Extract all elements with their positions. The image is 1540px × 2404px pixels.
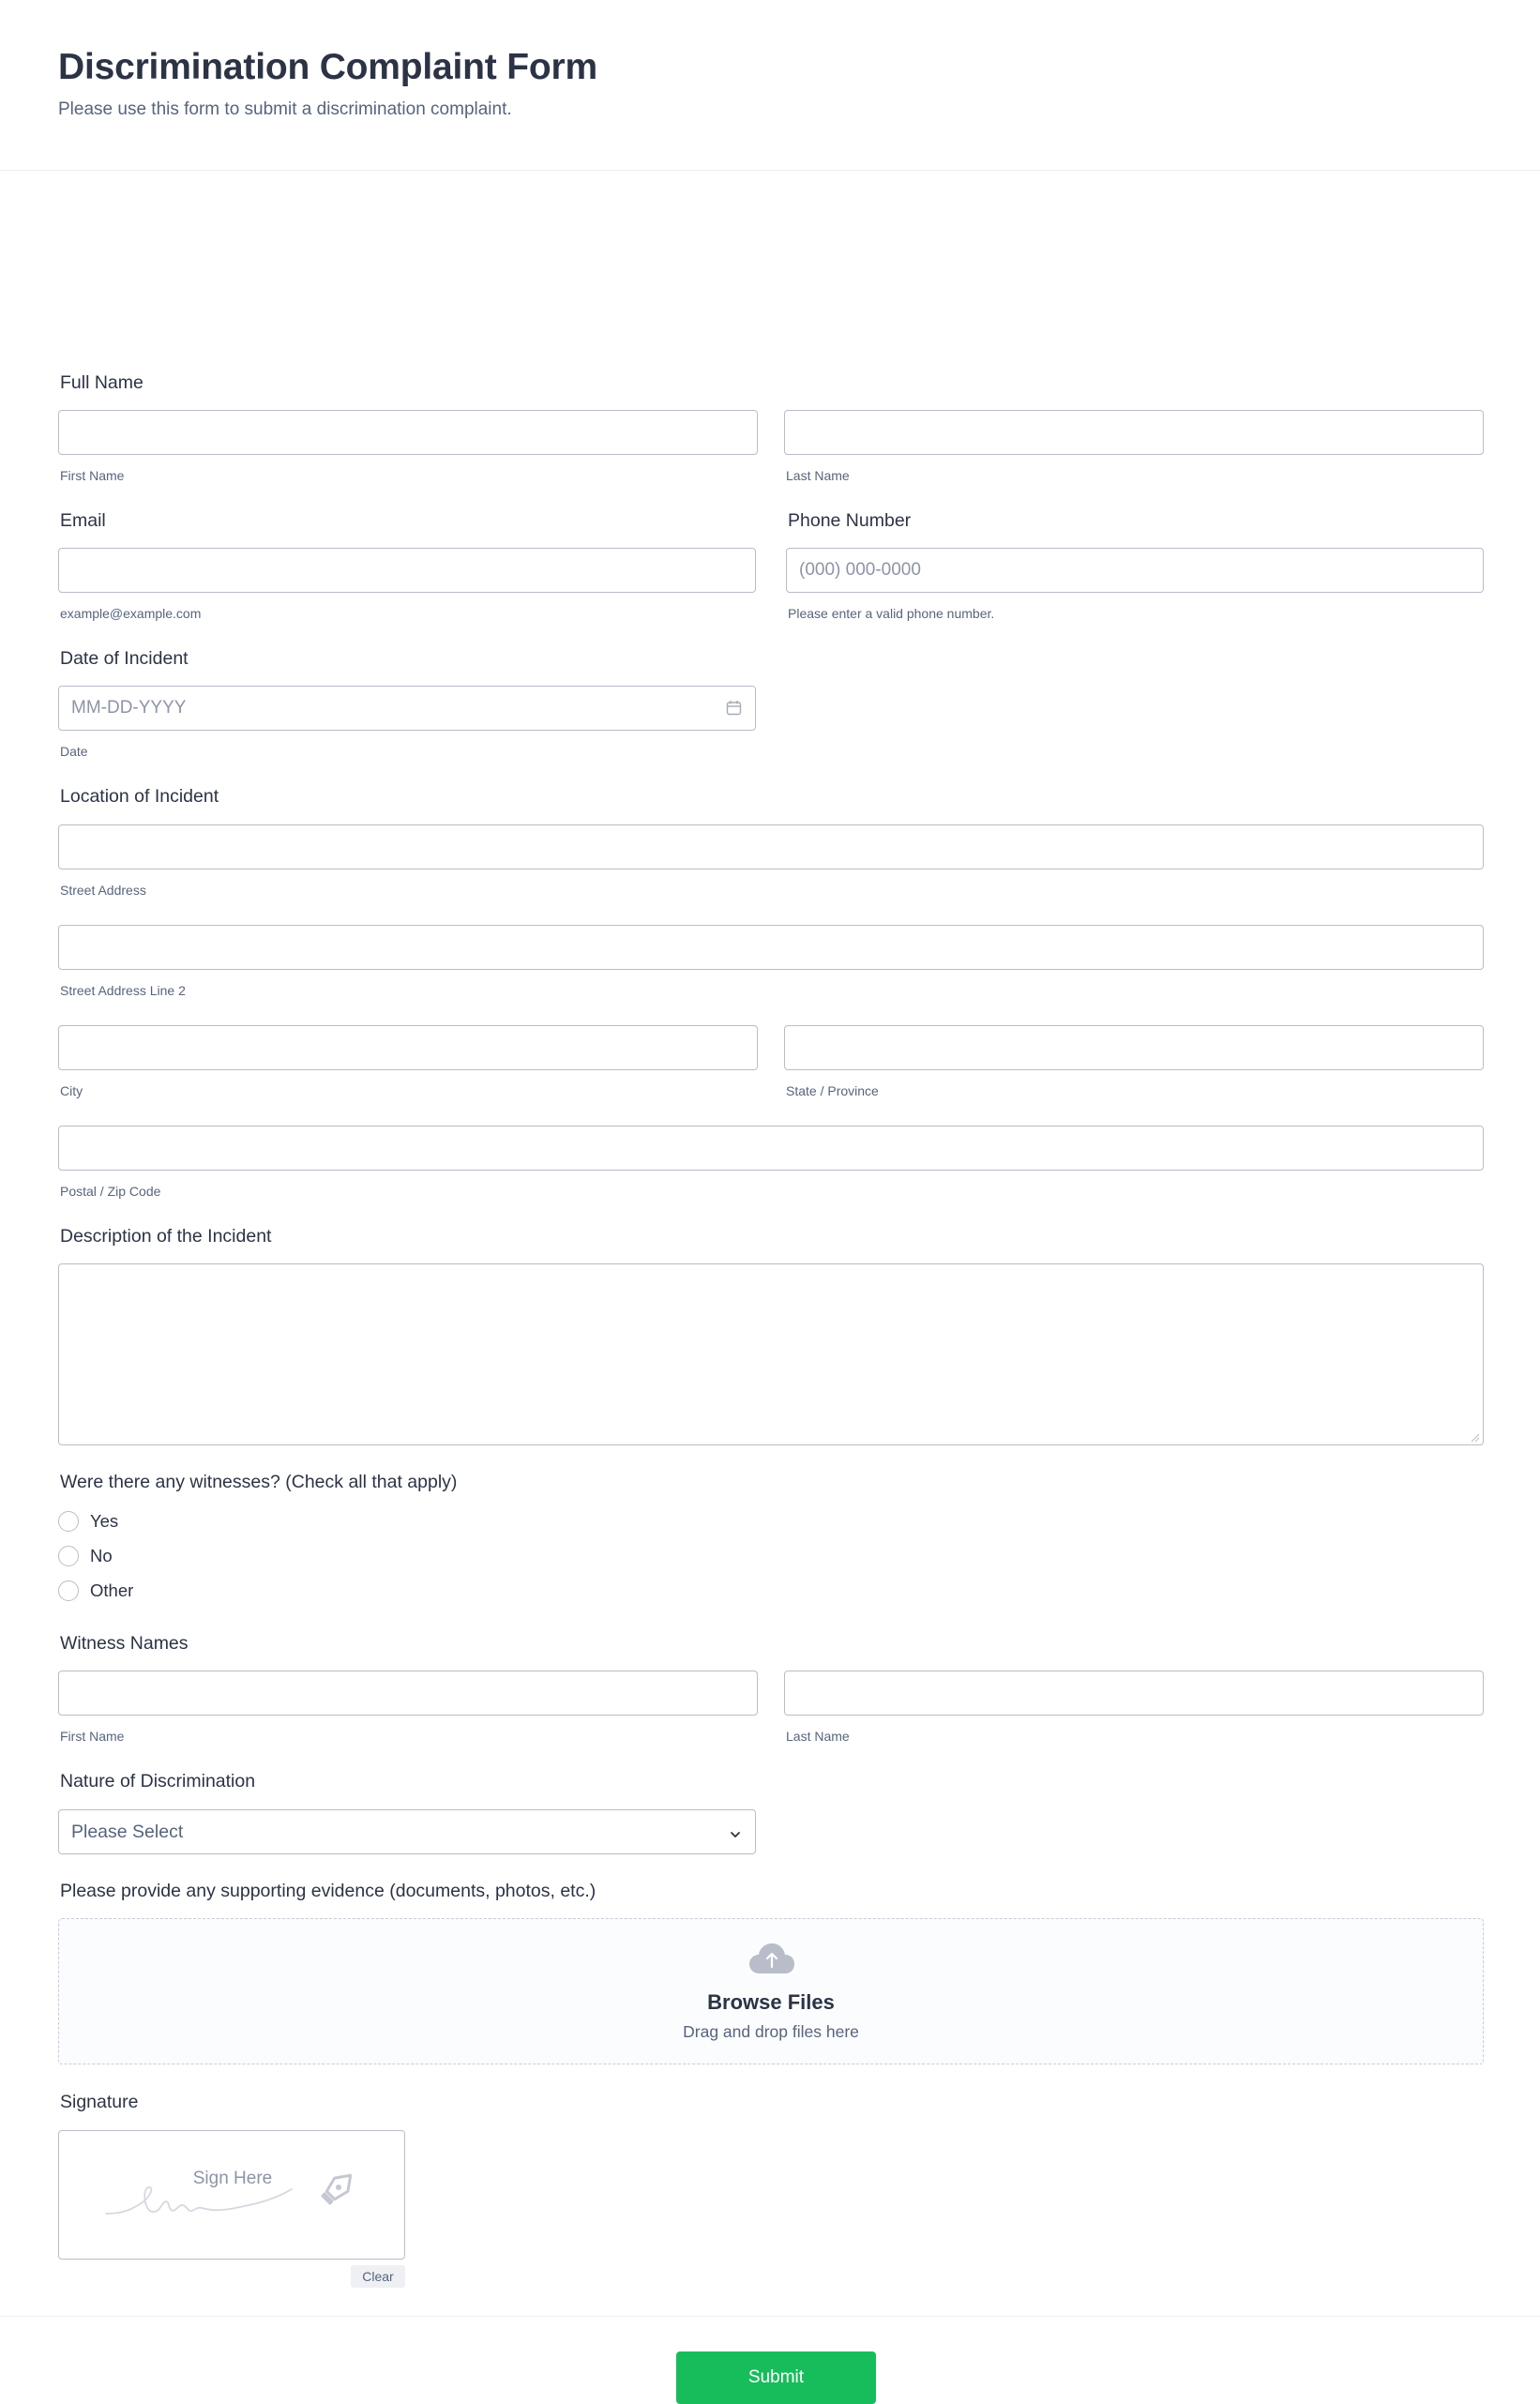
browse-files-label[interactable]: Browse Files: [707, 1990, 835, 2014]
signature-pad[interactable]: [58, 2130, 405, 2260]
first-name-input[interactable]: [58, 410, 758, 455]
radio-label: No: [90, 1546, 113, 1565]
witness-last-name-input[interactable]: [784, 1671, 1484, 1716]
location-label: Location of Incident: [60, 786, 219, 807]
witness-first-name-sublabel: First Name: [60, 1729, 125, 1744]
witness-first-name-input[interactable]: [58, 1671, 758, 1716]
calendar-icon[interactable]: [726, 700, 742, 716]
date-input[interactable]: [58, 686, 756, 731]
last-name-input[interactable]: [784, 410, 1484, 455]
street-address-sublabel: Street Address: [60, 883, 146, 898]
radio-label: Other: [90, 1580, 134, 1600]
nature-select-value: Please Select: [71, 1821, 184, 1842]
street-address-input[interactable]: [58, 824, 1484, 869]
signature-scribble-icon: [104, 2176, 329, 2226]
phone-label: Phone Number: [788, 510, 912, 531]
form-header: [0, 0, 1540, 171]
city-input[interactable]: [58, 1025, 758, 1070]
radio-circle[interactable]: [58, 1580, 79, 1601]
phone-sublabel: Please enter a valid phone number.: [788, 606, 995, 621]
street-address-line2-input[interactable]: [58, 925, 1484, 970]
radio-label: Yes: [90, 1511, 119, 1531]
nature-select[interactable]: [58, 1809, 756, 1854]
chevron-down-icon: [729, 1825, 742, 1847]
radio-circle[interactable]: [58, 1546, 79, 1566]
pen-nib-icon: [318, 2167, 359, 2213]
witness-option-no[interactable]: [58, 1544, 113, 1568]
page-title: Discrimination Complaint Form: [58, 47, 597, 87]
file-upload-dropzone[interactable]: [58, 1918, 1484, 2064]
evidence-label: Please provide any supporting evidence (documents, photos, etc.): [60, 1881, 596, 1901]
witness-last-name-sublabel: Last Name: [786, 1729, 850, 1744]
street-address-line2-sublabel: Street Address Line 2: [60, 983, 186, 998]
state-sublabel: State / Province: [786, 1083, 879, 1098]
signature-label: Signature: [60, 2092, 139, 2112]
submit-button[interactable]: Submit: [676, 2351, 876, 2404]
phone-input[interactable]: [786, 548, 1484, 593]
clear-signature-button[interactable]: Clear: [351, 2265, 405, 2288]
state-input[interactable]: [784, 1025, 1484, 1070]
footer-divider: [0, 2316, 1540, 2317]
resize-grip-icon[interactable]: [1469, 1430, 1480, 1442]
witnesses-label: Were there any witnesses? (Check all that apply): [60, 1472, 458, 1492]
date-label: Date of Incident: [60, 648, 189, 669]
drag-drop-hint: Drag and drop files here: [683, 2022, 859, 2041]
nature-label: Nature of Discrimination: [60, 1771, 256, 1792]
witness-names-label: Witness Names: [60, 1633, 189, 1654]
zip-input[interactable]: [58, 1126, 1484, 1171]
first-name-sublabel: First Name: [60, 468, 125, 483]
email-label: Email: [60, 510, 106, 531]
date-sublabel: Date: [60, 744, 88, 759]
email-sublabel: example@example.com: [60, 606, 202, 621]
cloud-upload-icon: [748, 1942, 795, 1980]
city-sublabel: City: [60, 1083, 83, 1098]
signature-placeholder: Sign Here: [192, 2169, 273, 2188]
full-name-label: Full Name: [60, 372, 143, 393]
last-name-sublabel: Last Name: [786, 468, 850, 483]
witness-option-other[interactable]: [58, 1579, 133, 1603]
email-field[interactable]: [58, 548, 756, 593]
description-label: Description of the Incident: [60, 1226, 272, 1247]
page-subtitle: Please use this form to submit a discrimination complaint.: [58, 99, 512, 119]
zip-sublabel: Postal / Zip Code: [60, 1184, 161, 1199]
description-textarea[interactable]: [58, 1263, 1484, 1445]
radio-circle[interactable]: [58, 1511, 79, 1532]
witness-option-yes[interactable]: [58, 1509, 118, 1534]
